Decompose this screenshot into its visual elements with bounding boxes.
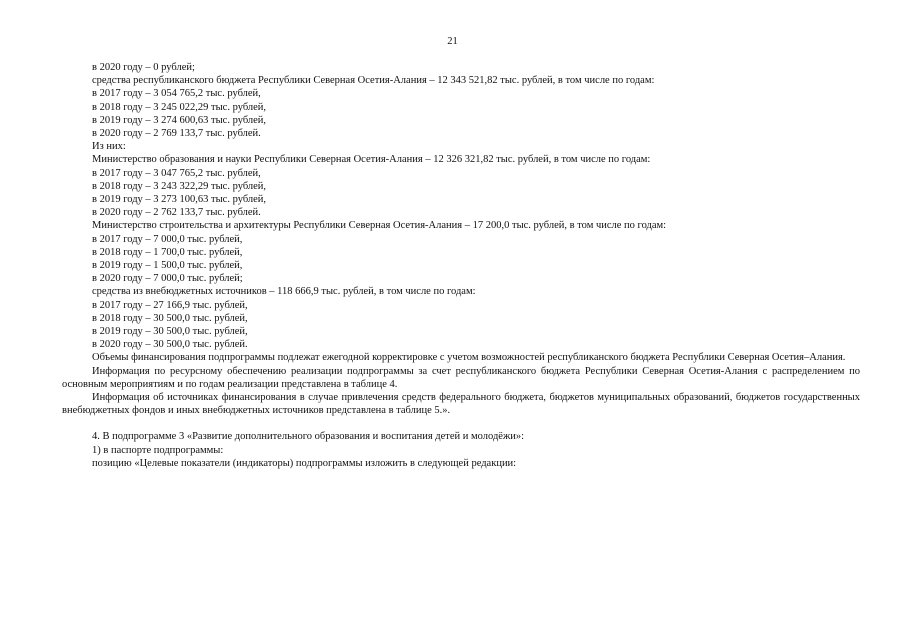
text-line: в 2020 году – 7 000,0 тыс. рублей; bbox=[92, 273, 243, 285]
text-line: средства республиканского бюджета Республики Северная Осетия-Алания – 12 343 521,82 тыс. рублей, в том числе по годам: bbox=[92, 75, 655, 87]
text-line: в 2019 году – 3 273 100,63 тыс. рублей, bbox=[92, 194, 267, 206]
text-line: Из них: bbox=[92, 141, 126, 153]
text-line: в 2017 году – 3 054 765,2 тыс. рублей, bbox=[92, 88, 261, 100]
text-line: Министерство строительства и архитектуры Республики Северная Осетия-Алания – 17 200,0 тыс. рублей, в том числе по годам: bbox=[92, 220, 667, 232]
text-line: 1) в паспорте подпрограммы: bbox=[92, 444, 224, 456]
text-line: в 2019 году – 30 500,0 тыс. рублей, bbox=[92, 326, 248, 338]
text-line: средства из внебюджетных источников – 118 666,9 тыс. рублей, в том числе по годам: bbox=[92, 286, 476, 298]
document-body bbox=[62, 61, 860, 470]
text-line: в 2017 году – 3 047 765,2 тыс. рублей, bbox=[92, 167, 261, 179]
text-line: в 2019 году – 3 274 600,63 тыс. рублей, bbox=[92, 114, 267, 126]
page-number: 21 bbox=[447, 36, 458, 47]
text-line: в 2019 году – 1 500,0 тыс. рублей, bbox=[92, 260, 243, 272]
paragraph-resource-info: Информация по ресурсному обеспечению реализации подпрограммы за счет республиканского бюджета Республики Северная Осетия-Алания с распределением по основным мероприятиям и по годам реализации представлена в таблице 4. bbox=[62, 365, 860, 390]
text-line: в 2020 году – 30 500,0 тыс. рублей. bbox=[92, 339, 248, 351]
text-line: в 2017 году – 27 166,9 тыс. рублей, bbox=[92, 299, 248, 311]
text-line: Министерство образования и науки Республики Северная Осетия-Алания – 12 326 321,82 тыс. рублей, в том числе по годам: bbox=[92, 154, 651, 166]
text-line: позицию «Целевые показатели (индикаторы) подпрограммы изложить в следующей редакции: bbox=[92, 457, 517, 469]
text-line: в 2020 году – 2 769 133,7 тыс. рублей. bbox=[92, 128, 261, 140]
text-line: 4. В подпрограмме 3 «Развитие дополнительного образования и воспитания детей и молодёжи»: bbox=[92, 431, 525, 443]
paragraph-funding-sources: Информация об источниках финансирования в случае привлечения средств федерального бюджета, бюджетов муниципальных образований, бюджетов государственных внебюджетных фондов и иных внебюджетных источников представлена в таблице 5.». bbox=[62, 392, 860, 417]
text-line: в 2020 году – 0 рублей; bbox=[92, 62, 195, 73]
text-line: в 2018 году – 30 500,0 тыс. рублей, bbox=[92, 312, 248, 324]
text-line: в 2018 году – 1 700,0 тыс. рублей, bbox=[92, 246, 243, 258]
spacer bbox=[62, 417, 860, 430]
text-line: в 2018 году – 3 245 022,29 тыс. рублей, bbox=[92, 101, 267, 113]
paragraph-financing-volumes: Объемы финансирования подпрограммы подлежат ежегодной корректировке с учетом возможностей республиканского бюджета Республики Северная Осетия–Алания. bbox=[92, 352, 846, 364]
text-line: в 2020 году – 2 762 133,7 тыс. рублей. bbox=[92, 207, 261, 219]
text-line: в 2017 году – 7 000,0 тыс. рублей, bbox=[92, 233, 243, 245]
text-line: в 2018 году – 3 243 322,29 тыс. рублей, bbox=[92, 180, 267, 192]
